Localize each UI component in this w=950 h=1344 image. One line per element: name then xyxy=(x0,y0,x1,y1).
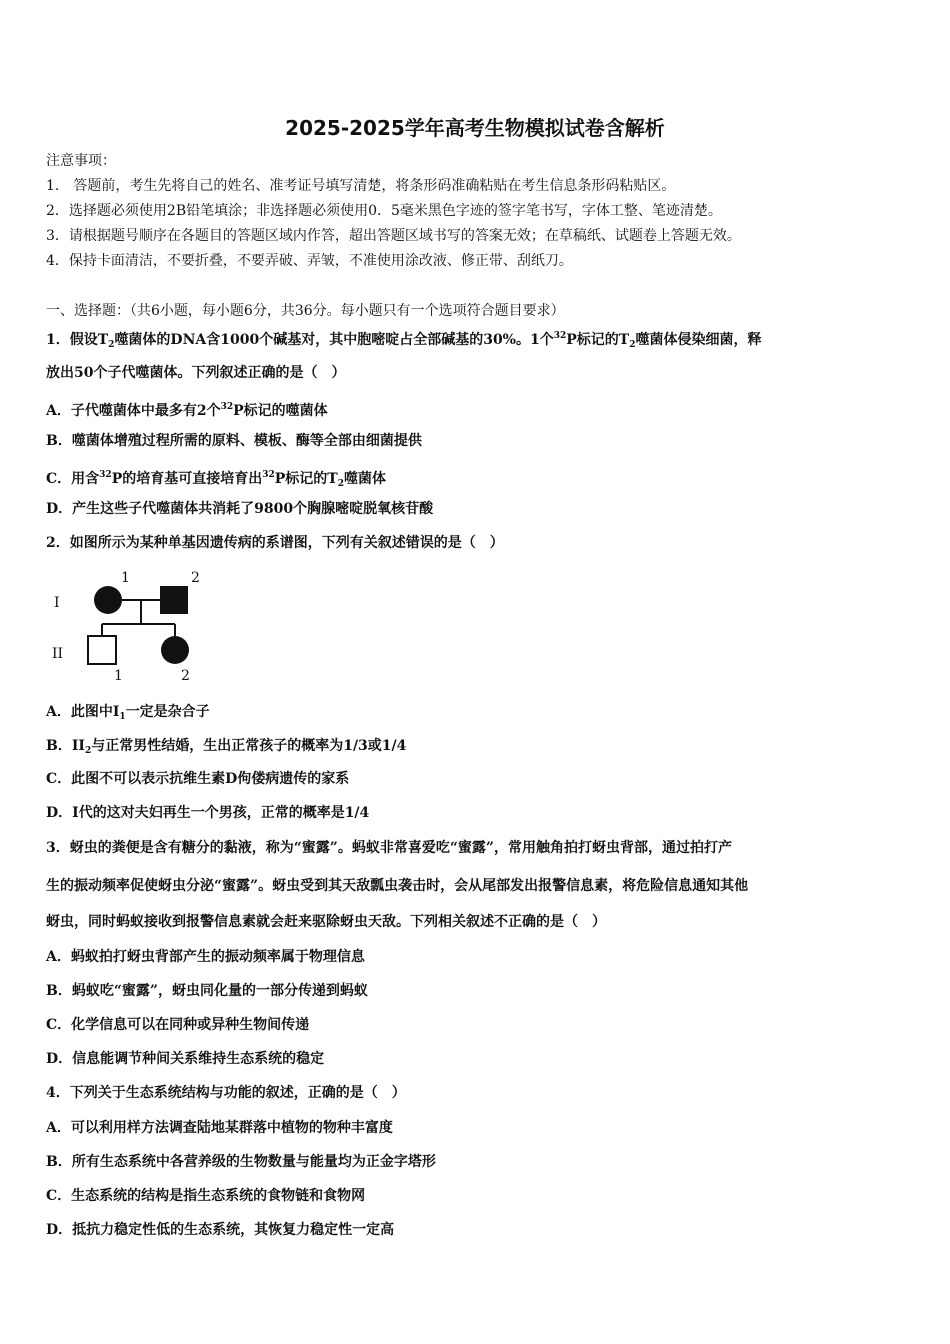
q2-stem: 2．如图所示为某种单基因遗传病的系谱图，下列有关叙述错误的是（ ） xyxy=(46,535,504,551)
q4-stem: 4．下列关于生态系统结构与功能的叙述，正确的是（ ） xyxy=(46,1085,406,1101)
generation-label-1: I xyxy=(54,595,60,611)
q3-option-c: C．化学信息可以在同种或异种生物间传递 xyxy=(46,1017,310,1033)
affected-female-i1 xyxy=(94,586,122,614)
q3-option-a: A．蚂蚁拍打蚜虫背部产生的振动频率属于物理信息 xyxy=(46,949,365,965)
notice-item: 3．请根据题号顺序在各题目的答题区域内作答，超出答题区域书写的答案无效；在草稿纸、试题卷上答题无效。 xyxy=(46,228,741,244)
q2-option-c: C．此图不可以表示抗维生素D佝偻病遗传的家系 xyxy=(46,771,350,787)
q3-option-b: B．蚂蚁吃“蜜露”，蚜虫同化量的一部分传递到蚂蚁 xyxy=(46,983,368,999)
q2-option-b: B．$II_2$与正常男性结婚，生出正常孩子的概率为1/3或1/4 xyxy=(46,738,407,756)
notice-item: 2．选择题必须使用2B铅笔填涂；非选择题必须使用0．5毫米黑色字迹的签字笔书写，字体工整、笔迹清楚。 xyxy=(46,203,722,219)
q2-option-d: D．I代的这对夫妇再生一个男孩，正常的概率是1/4 xyxy=(46,805,370,821)
q2-option-a: A．此图中$I_1$一定是杂合子 xyxy=(46,704,210,722)
q1-option-c: C．用含$^{32}$P的培育基可直接培育出$^{32}$P标记的$T_2$噬菌体 xyxy=(46,470,386,489)
section-heading: 一、选择题：（共6小题，每小题6分，共36分。每小题只有一个选项符合题目要求） xyxy=(46,303,565,319)
q4-option-d: D．抵抗力稳定性低的生态系统，其恢复力稳定性一定高 xyxy=(46,1222,395,1238)
pedigree-diagram xyxy=(46,566,216,686)
affected-male-i2 xyxy=(160,586,188,614)
notice-item: 1. 答题前，考生先将自己的姓名、准考证号填写清楚，将条形码准确粘贴在考生信息条形码粘贴区。 xyxy=(46,178,676,194)
individual-number: 1 xyxy=(114,668,123,684)
generation-label-2: II xyxy=(52,646,64,662)
q1-option-b: B．噬菌体增殖过程所需的原料、模板、酶等全部由细菌提供 xyxy=(46,433,422,449)
q3-stem-line2: 生的振动频率促使蚜虫分泌“蜜露”。蚜虫受到其天敌瓢虫袭击时，会从尾部发出报警信息素，将危险信息通知其他 xyxy=(46,878,749,894)
notice-item: 4．保持卡面清洁，不要折叠，不要弄破、弄皱，不准使用涂改液、修正带、刮纸刀。 xyxy=(46,253,573,269)
notice-heading: 注意事项： xyxy=(46,153,116,169)
affected-female-ii2 xyxy=(161,636,189,664)
q4-option-c: C．生态系统的结构是指生态系统的食物链和食物网 xyxy=(46,1188,366,1204)
page-title: 2025-2025学年高考生物模拟试卷含解析 xyxy=(285,116,665,140)
q1-option-a: A．子代噬菌体中最多有2个$^{32}$P标记的噬菌体 xyxy=(46,402,328,419)
q1-option-d: D．产生这些子代噬菌体共消耗了9800个胸腺嘧啶脱氧核苷酸 xyxy=(46,501,434,517)
q3-stem-line3: 蚜虫，同时蚂蚁接收到报警信息素就会赶来驱除蚜虫天敌。下列相关叙述不正确的是（ ） xyxy=(46,914,606,930)
q3-option-d: D．信息能调节种间关系维持生态系统的稳定 xyxy=(46,1051,325,1067)
individual-number: 2 xyxy=(191,570,200,586)
q4-option-b: B．所有生态系统中各营养级的生物数量与能量均为正金字塔形 xyxy=(46,1154,436,1170)
q4-option-a: A．可以利用样方法调查陆地某群落中植物的物种丰富度 xyxy=(46,1120,393,1136)
q3-stem-line1: 3．蚜虫的粪便是含有糖分的黏液，称为“蜜露”。蚂蚁非常喜爱吃“蜜露”，常用触角拍打蚜虫背部，通过拍打产 xyxy=(46,840,732,856)
normal-male-ii1 xyxy=(88,636,116,664)
individual-number: 2 xyxy=(181,668,190,684)
q1-stem-line2: 放出50个子代噬菌体。下列叙述正确的是（ ） xyxy=(46,365,346,381)
q1-stem-line1: 1．假设$T_2$噬菌体的DNA含1000个碱基对，其中胞嘧啶占全部碱基的30%。1个$^{32}$P标记的$T_2$噬菌体侵染细菌，释 xyxy=(46,331,762,350)
individual-number: 1 xyxy=(121,570,130,586)
